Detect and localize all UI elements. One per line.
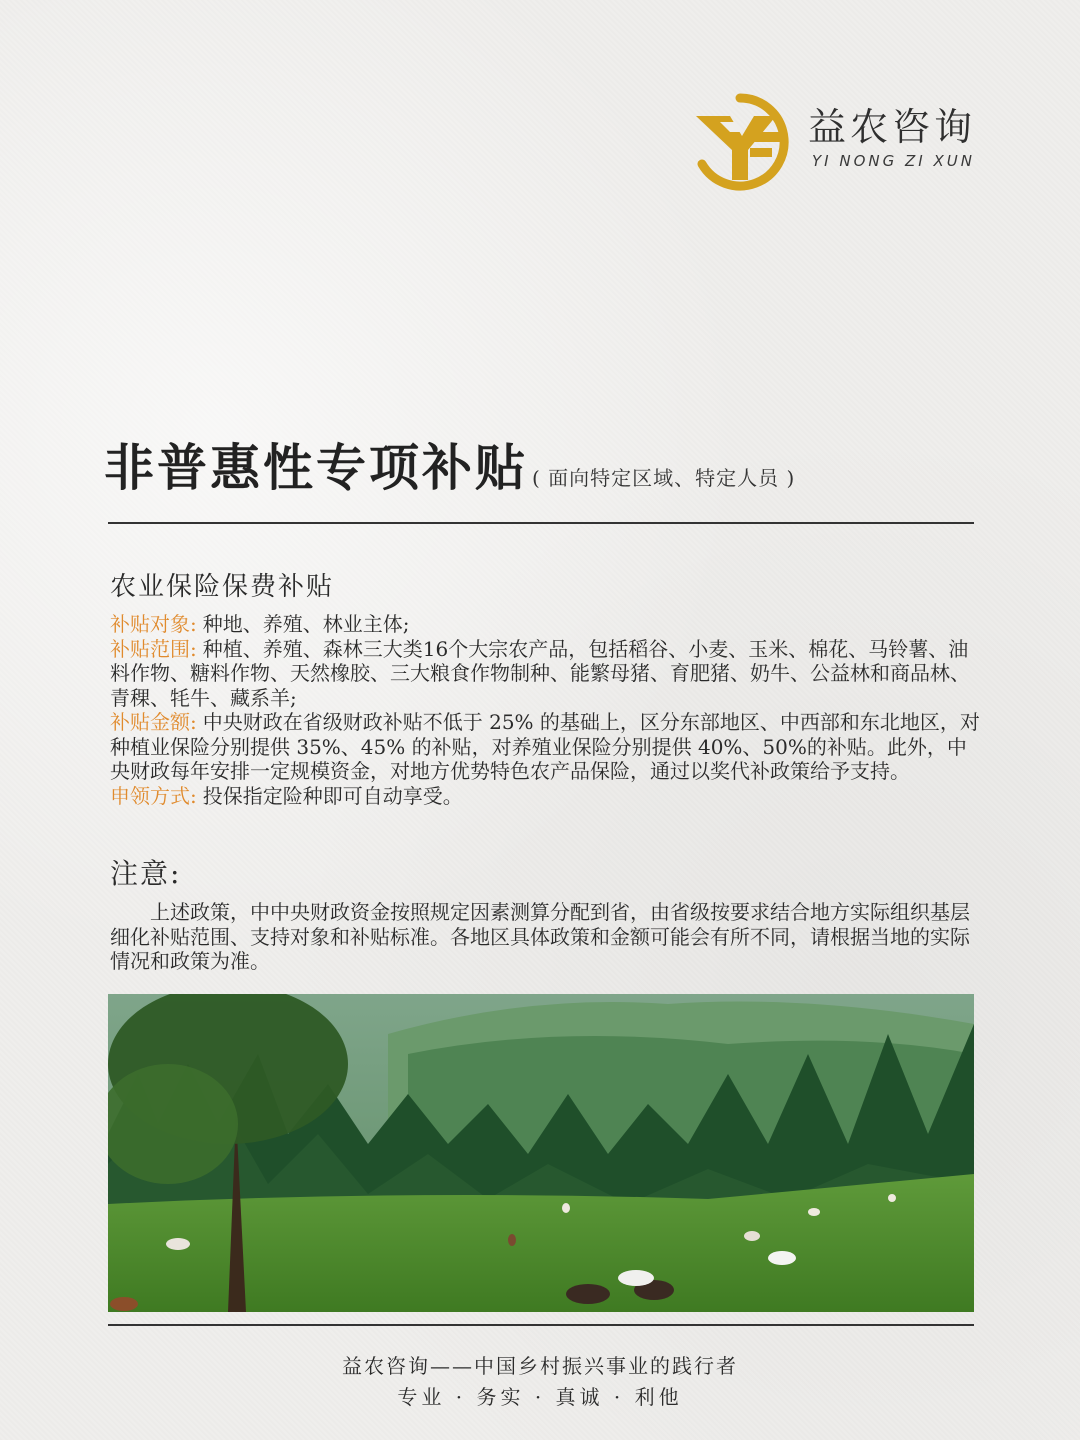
note-body: 上述政策，中中央财政资金按照规定因素测算分配到省，由省级按要求结合地方实际组织基层细化补贴范围、支持对象和补贴标准。各地区具体政策和金额可能会有所不同，请根据当地的实际情况和政策为准。 [110, 900, 970, 973]
subsidy-info [110, 612, 980, 808]
info-label: 申领方式: [110, 783, 197, 808]
info-text: 种植、养殖、森林三大类16个大宗农产品，包括稻谷、小麦、玉米、棉花、马铃薯、油料作物、糖料作物、天然橡胶、三大粮食作物制种、能繁母猪、育肥猪、奶牛、公益林和商品林、青稞、牦牛、藏系羊; [110, 636, 970, 710]
divider-bottom [108, 1324, 974, 1326]
info-item-target [110, 612, 980, 637]
info-item-scope [110, 637, 980, 711]
info-text: 中央财政在省级财政补贴不低于 25% 的基础上，区分东部地区、中西部和东北地区，对种植业保险分别提供 35%、45% 的补贴，对养殖业保险分别提供 40%、50%的补贴。此外，中央财政每年安排一定规模资金，对地方优势特色农产品保险，通过以奖代补政策给予支持。 [110, 710, 980, 783]
info-label: 补贴对象: [110, 612, 197, 636]
brand-name: 益农咨询 [808, 105, 977, 149]
footer-values: 专业 · 务实 · 真诚 · 利他 [397, 1385, 683, 1409]
yf-logo-icon [690, 92, 790, 192]
info-item-method [110, 784, 980, 809]
divider-top [108, 522, 974, 524]
footer-slogan: 益农咨询——中国乡村振兴事业的践行者 [342, 1354, 738, 1378]
info-text: 投保指定险种即可自动享受。 [202, 783, 463, 808]
grassland-photo [108, 994, 974, 1312]
page-title: 非普惠性专项补贴 [104, 438, 528, 497]
title-note: ( 面向特定区域、特定人员 ) [532, 466, 796, 490]
info-text: 种地、养殖、林业主体; [202, 612, 410, 636]
info-label: 补贴金额: [110, 710, 197, 734]
note-heading: 注意: [110, 857, 182, 890]
brand-logo [690, 92, 980, 192]
brand-name-en: YI NONG ZI XUN [812, 152, 975, 170]
page-title-row [104, 428, 984, 500]
info-item-amount [110, 710, 980, 784]
grassland-image [108, 994, 974, 1312]
section-heading: 农业保险保费补贴 [110, 572, 335, 602]
info-label: 补贴范围: [110, 636, 197, 661]
